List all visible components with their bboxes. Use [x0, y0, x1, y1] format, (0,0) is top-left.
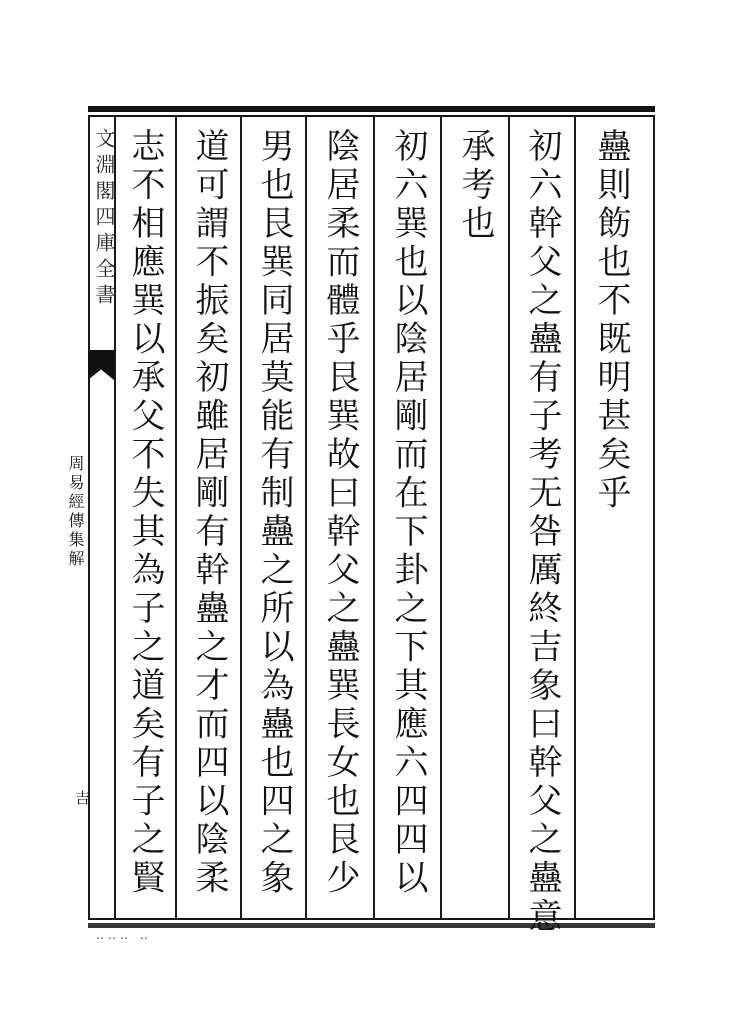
text-column-6: 男也艮巽同居莫能有制蠱之所以為蠱也四之象	[254, 128, 294, 898]
margin-series-title: 文淵閣四庫全書	[92, 128, 116, 310]
column-divider	[653, 116, 655, 919]
text-column-5: 陰居柔而體乎艮巽故曰幹父之蠱巽長女也艮少	[320, 128, 360, 898]
text-column-8: 志不相應巽以承父不失其為子之道矣有子之賢	[125, 128, 165, 898]
bottom-border-rule-thick	[88, 923, 655, 928]
column-divider	[440, 116, 442, 919]
text-column-2: 初六幹父之蠱有子考无咎厲終吉象曰幹父之蠱意	[522, 128, 562, 937]
book-title: 周易經傳集解	[66, 455, 85, 569]
page-number: 吉	[73, 790, 91, 805]
bottom-marks: ‥‥‥ ‥	[96, 928, 152, 942]
text-column-4: 初六巽也以陰居剛而在下卦之下其應六四四以	[388, 128, 428, 898]
fish-tail-mark	[88, 350, 114, 380]
top-border-rule	[88, 106, 655, 112]
column-divider	[240, 116, 242, 919]
column-divider	[508, 116, 510, 919]
top-border-rule-thin	[88, 115, 655, 117]
column-divider	[574, 116, 576, 919]
column-divider	[305, 116, 307, 919]
bottom-border-rule	[88, 918, 655, 920]
text-column-7: 道可謂不振矣初雖居剛有幹蠱之才而四以陰柔	[189, 128, 229, 898]
text-column-3: 承考也	[455, 128, 495, 244]
text-column-1: 蠱則飭也不既明甚矣乎	[591, 128, 631, 513]
column-divider	[175, 116, 177, 919]
column-divider	[373, 116, 375, 919]
